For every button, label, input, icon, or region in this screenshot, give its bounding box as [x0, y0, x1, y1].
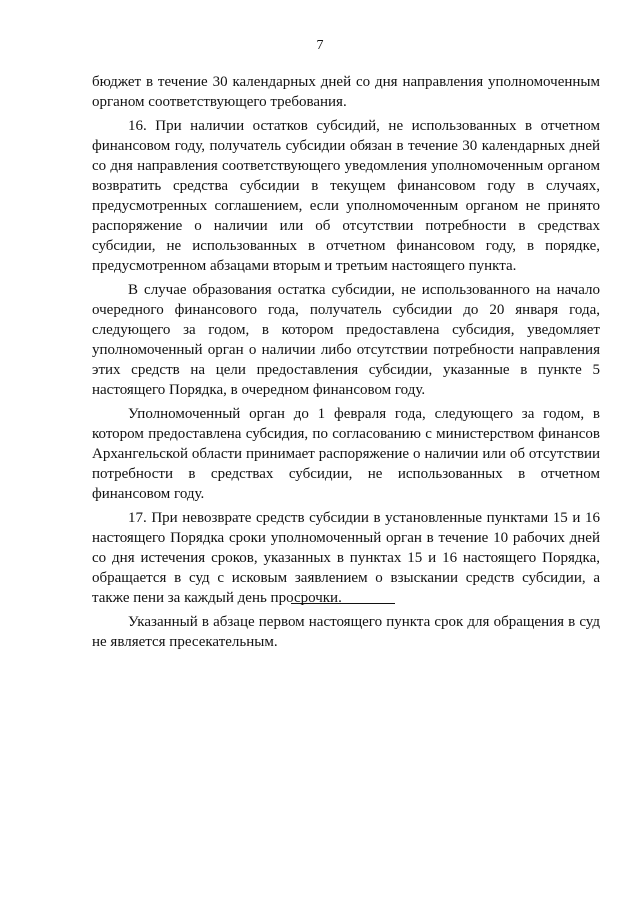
paragraph-residual-notice: В случае образования остатка субсидии, не использованного на начало очередного финансового года, получатель субсидии до 20 января года, следующего за годом, в котором предоставлена субсидия, уведомляет уполномоченный орган о наличии либо отсутствии потребности направления этих средств на цели предоставления субсидии, указанные в пункте 5 настоящего Порядка, в очередном финансовом году.: [92, 282, 600, 398]
paragraph-deadline-note: Указанный в абзаце первом настоящего пункта срок для обращения в суд не является пресекательным.: [92, 614, 600, 650]
document-body: [92, 72, 600, 656]
paragraph-item-16: 16. При наличии остатков субсидий, не использованных в отчетном финансовом году, получатель субсидии обязан в течение 30 календарных дней со дня направления соответствующего уведомления уполномоченным органом возвратить средства субсидии в текущем финансовом году в случаях, предусмотренных соглашением, если уполномоченным органом не принято распоряжение о наличии или об отсутствии потребности в средствах субсидии, не использованных в отчетном финансовом году, в порядке, предусмотренном абзацами вторым и третьим настоящего пункта.: [92, 118, 600, 274]
closing-divider: [291, 603, 395, 604]
paragraph-authority-decision: Уполномоченный орган до 1 февраля года, следующего за годом, в котором предоставлена субсидия, по согласованию с министерством финансов Архангельской области принимает распоряжение о наличии или об отсутствии потребности в средствах субсидии, не использованных в отчетном финансовом году.: [92, 406, 600, 502]
paragraph-item-17: 17. При невозврате средств субсидии в установленные пунктами 15 и 16 настоящего Порядка сроки уполномоченный орган в течение 10 рабочих дней со дня истечения сроков, указанных в пунктах 15 и 16 настоящего Порядка, обращается в суд с исковым заявлением о взыскании средств субсидии, а также пени за каждый день просрочки.: [92, 510, 600, 606]
page-number: 7: [316, 38, 324, 53]
paragraph-continuation: бюджет в течение 30 календарных дней со дня направления уполномоченным органом соответствующего требования.: [92, 74, 600, 110]
